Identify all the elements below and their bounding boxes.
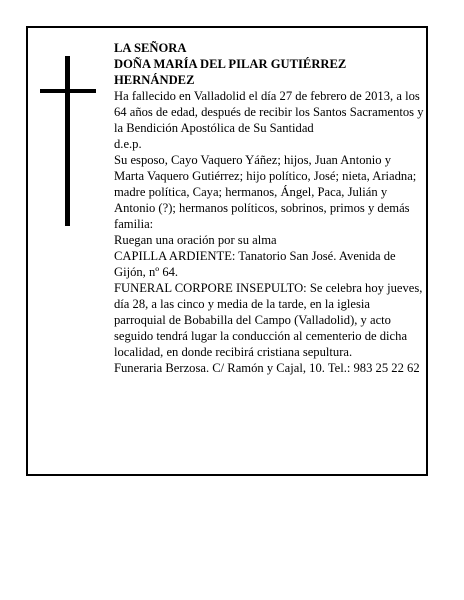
cross-horizontal-bar [40, 89, 96, 93]
prayer-request: Ruegan una oración por su alma [114, 233, 277, 247]
family-list: Su esposo, Cayo Vaquero Yáñez; hijos, Juan Antonio y Marta Vaquero Gutiérrez; hijo político, José; nieta, Ariadna; madre política, Caya; hermanos, Ángel, Paca, Julián y Antonio (?); hermanos políticos, sobrinos, primos y demás familia: [114, 153, 417, 231]
cross-icon [40, 56, 96, 226]
funeral-info: FUNERAL CORPORE INSEPULTO: Se celebra hoy jueves, día 28, a las cinco y media de la tarde, en la iglesia parroquial de Bobabilla del Campo (Valladolid), y acto seguido tendrá lugar la conducción al cementerio de dicha localidad, en donde recibirá cristiana sepultura. [114, 281, 423, 359]
obituary-notice [26, 26, 428, 476]
funeral-home-info: Funeraria Berzosa. C/ Ramón y Cajal, 10. Tel.: 983 25 22 62 [114, 361, 420, 375]
deceased-name: DOÑA MARÍA DEL PILAR GUTIÉRREZ HERNÁNDEZ [114, 57, 347, 87]
title-line: LA SEÑORA [114, 41, 187, 55]
chapel-info: CAPILLA ARDIENTE: Tanatorio San José. Avenida de Gijón, nº 64. [114, 249, 396, 279]
cross-vertical-bar [65, 56, 70, 226]
death-announcement: Ha fallecido en Valladolid el día 27 de febrero de 2013, a los 64 años de edad, después de recibir los Santos Sacramentos y la Bendición Apostólica de Su Santidad [114, 89, 424, 135]
obituary-text [114, 40, 424, 376]
rest-in-peace: d.e.p. [114, 137, 142, 151]
